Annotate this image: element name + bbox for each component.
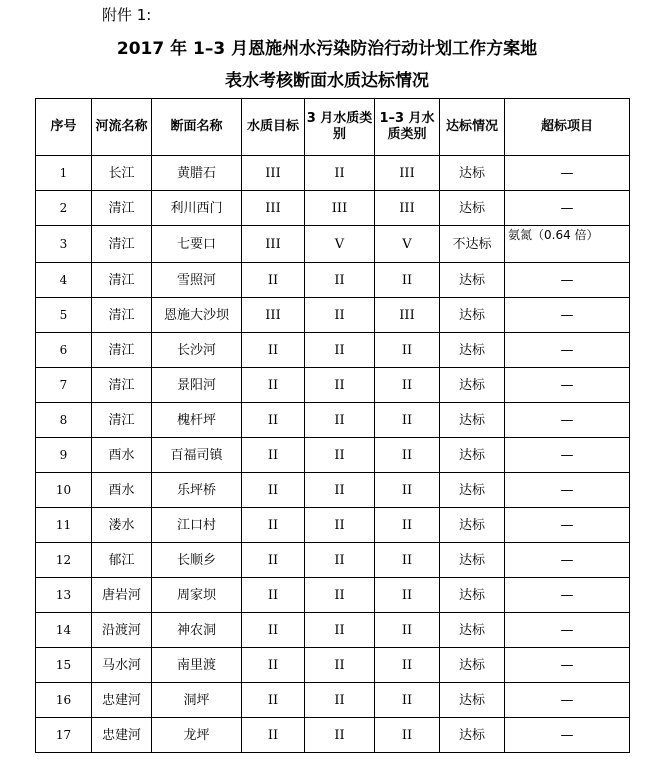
cell-march-class: V bbox=[305, 226, 375, 263]
cell-section: 长沙河 bbox=[152, 333, 242, 368]
cell-river: 郁江 bbox=[92, 543, 152, 578]
header-march-class: 3 月水质类别 bbox=[305, 99, 375, 156]
cell-march-class: II bbox=[305, 333, 375, 368]
cell-river: 唐岩河 bbox=[92, 578, 152, 613]
cell-march-class: II bbox=[305, 648, 375, 683]
cell-q1-class: II bbox=[375, 683, 440, 718]
table-row bbox=[36, 226, 630, 263]
table-row bbox=[36, 438, 630, 473]
cell-river: 清江 bbox=[92, 368, 152, 403]
cell-river: 沿渡河 bbox=[92, 613, 152, 648]
cell-river: 马水河 bbox=[92, 648, 152, 683]
table-row bbox=[36, 648, 630, 683]
cell-status: 达标 bbox=[440, 473, 505, 508]
table-row bbox=[36, 191, 630, 226]
cell-q1-class: II bbox=[375, 718, 440, 753]
table-row bbox=[36, 613, 630, 648]
water-quality-table bbox=[35, 98, 630, 753]
cell-exceed-items: — bbox=[505, 613, 630, 648]
cell-q1-class: II bbox=[375, 613, 440, 648]
cell-q1-class: III bbox=[375, 191, 440, 226]
cell-q1-class: II bbox=[375, 508, 440, 543]
cell-seq: 5 bbox=[36, 298, 92, 333]
cell-q1-class: II bbox=[375, 333, 440, 368]
cell-exceed-items: — bbox=[505, 333, 630, 368]
table-row bbox=[36, 578, 630, 613]
cell-section: 黄腊石 bbox=[152, 156, 242, 191]
cell-river: 酉水 bbox=[92, 473, 152, 508]
cell-section: 龙坪 bbox=[152, 718, 242, 753]
table-row bbox=[36, 263, 630, 298]
cell-seq: 13 bbox=[36, 578, 92, 613]
cell-status: 达标 bbox=[440, 578, 505, 613]
table-row bbox=[36, 543, 630, 578]
cell-river: 忠建河 bbox=[92, 683, 152, 718]
cell-status: 达标 bbox=[440, 683, 505, 718]
cell-status: 达标 bbox=[440, 156, 505, 191]
cell-seq: 8 bbox=[36, 403, 92, 438]
cell-seq: 9 bbox=[36, 438, 92, 473]
table-row bbox=[36, 508, 630, 543]
cell-seq: 12 bbox=[36, 543, 92, 578]
cell-exceed-items: — bbox=[505, 156, 630, 191]
cell-river: 清江 bbox=[92, 403, 152, 438]
cell-status: 达标 bbox=[440, 333, 505, 368]
cell-q1-class: III bbox=[375, 298, 440, 333]
cell-march-class: II bbox=[305, 473, 375, 508]
table-row bbox=[36, 473, 630, 508]
header-exceed-items: 超标项目 bbox=[505, 99, 630, 156]
cell-status: 达标 bbox=[440, 403, 505, 438]
cell-target: III bbox=[242, 156, 305, 191]
cell-target: II bbox=[242, 368, 305, 403]
cell-target: II bbox=[242, 333, 305, 368]
cell-exceed-items: — bbox=[505, 403, 630, 438]
cell-march-class: II bbox=[305, 578, 375, 613]
cell-exceed-items: — bbox=[505, 508, 630, 543]
cell-status: 达标 bbox=[440, 438, 505, 473]
cell-river: 长江 bbox=[92, 156, 152, 191]
cell-target: II bbox=[242, 578, 305, 613]
document-title-line2: 表水考核断面水质达标情况 bbox=[225, 71, 429, 91]
cell-target: II bbox=[242, 613, 305, 648]
cell-march-class: II bbox=[305, 438, 375, 473]
cell-exceed-items: — bbox=[505, 578, 630, 613]
cell-seq: 16 bbox=[36, 683, 92, 718]
cell-exceed-items: — bbox=[505, 473, 630, 508]
cell-section: 利川西门 bbox=[152, 191, 242, 226]
cell-section: 神农洞 bbox=[152, 613, 242, 648]
cell-march-class: II bbox=[305, 543, 375, 578]
cell-q1-class: II bbox=[375, 543, 440, 578]
cell-river: 忠建河 bbox=[92, 718, 152, 753]
cell-section: 江口村 bbox=[152, 508, 242, 543]
cell-section: 洞坪 bbox=[152, 683, 242, 718]
cell-section: 景阳河 bbox=[152, 368, 242, 403]
cell-status: 达标 bbox=[440, 543, 505, 578]
cell-exceed-items: — bbox=[505, 648, 630, 683]
cell-target: II bbox=[242, 403, 305, 438]
cell-exceed-items: — bbox=[505, 298, 630, 333]
cell-status: 达标 bbox=[440, 191, 505, 226]
cell-q1-class: II bbox=[375, 648, 440, 683]
cell-q1-class: II bbox=[375, 578, 440, 613]
cell-status: 达标 bbox=[440, 613, 505, 648]
cell-target: II bbox=[242, 718, 305, 753]
cell-section: 百福司镇 bbox=[152, 438, 242, 473]
cell-march-class: II bbox=[305, 683, 375, 718]
cell-march-class: II bbox=[305, 368, 375, 403]
cell-q1-class: II bbox=[375, 403, 440, 438]
cell-seq: 4 bbox=[36, 263, 92, 298]
attachment-label: 附件 1: bbox=[102, 6, 152, 24]
cell-q1-class: V bbox=[375, 226, 440, 263]
cell-river: 清江 bbox=[92, 226, 152, 263]
cell-target: II bbox=[242, 508, 305, 543]
cell-section: 长顺乡 bbox=[152, 543, 242, 578]
cell-target: II bbox=[242, 473, 305, 508]
cell-seq: 11 bbox=[36, 508, 92, 543]
cell-target: II bbox=[242, 438, 305, 473]
cell-target: III bbox=[242, 226, 305, 263]
cell-section: 雪照河 bbox=[152, 263, 242, 298]
cell-status: 达标 bbox=[440, 368, 505, 403]
cell-march-class: II bbox=[305, 508, 375, 543]
cell-exceed-items: — bbox=[505, 683, 630, 718]
cell-q1-class: II bbox=[375, 438, 440, 473]
cell-seq: 14 bbox=[36, 613, 92, 648]
cell-march-class: II bbox=[305, 298, 375, 333]
cell-exceed-items: — bbox=[505, 263, 630, 298]
cell-seq: 17 bbox=[36, 718, 92, 753]
cell-q1-class: II bbox=[375, 263, 440, 298]
cell-target: II bbox=[242, 648, 305, 683]
header-status: 达标情况 bbox=[440, 99, 505, 156]
cell-exceed-items: — bbox=[505, 543, 630, 578]
cell-status: 达标 bbox=[440, 263, 505, 298]
cell-exceed-items: — bbox=[505, 368, 630, 403]
cell-march-class: II bbox=[305, 403, 375, 438]
cell-exceed-items: — bbox=[505, 718, 630, 753]
table-row bbox=[36, 156, 630, 191]
cell-section: 南里渡 bbox=[152, 648, 242, 683]
table-row bbox=[36, 683, 630, 718]
cell-status: 不达标 bbox=[440, 226, 505, 263]
cell-q1-class: II bbox=[375, 368, 440, 403]
cell-section: 槐杆坪 bbox=[152, 403, 242, 438]
cell-target: III bbox=[242, 191, 305, 226]
header-q1-class: 1–3 月水质类别 bbox=[375, 99, 440, 156]
cell-river: 溇水 bbox=[92, 508, 152, 543]
cell-section: 七要口 bbox=[152, 226, 242, 263]
cell-seq: 15 bbox=[36, 648, 92, 683]
cell-status: 达标 bbox=[440, 648, 505, 683]
cell-target: II bbox=[242, 543, 305, 578]
cell-river: 清江 bbox=[92, 298, 152, 333]
cell-status: 达标 bbox=[440, 718, 505, 753]
table-row bbox=[36, 298, 630, 333]
cell-river: 清江 bbox=[92, 333, 152, 368]
cell-seq: 6 bbox=[36, 333, 92, 368]
header-river: 河流名称 bbox=[92, 99, 152, 156]
cell-march-class: II bbox=[305, 263, 375, 298]
cell-seq: 10 bbox=[36, 473, 92, 508]
cell-river: 酉水 bbox=[92, 438, 152, 473]
cell-section: 乐坪桥 bbox=[152, 473, 242, 508]
cell-q1-class: II bbox=[375, 473, 440, 508]
cell-march-class: II bbox=[305, 156, 375, 191]
cell-march-class: III bbox=[305, 191, 375, 226]
header-section: 断面名称 bbox=[152, 99, 242, 156]
cell-section: 恩施大沙坝 bbox=[152, 298, 242, 333]
cell-target: II bbox=[242, 683, 305, 718]
cell-river: 清江 bbox=[92, 191, 152, 226]
cell-river: 清江 bbox=[92, 263, 152, 298]
table-row bbox=[36, 333, 630, 368]
table-row bbox=[36, 368, 630, 403]
table-row bbox=[36, 403, 630, 438]
cell-seq: 2 bbox=[36, 191, 92, 226]
cell-section: 周家坝 bbox=[152, 578, 242, 613]
cell-status: 达标 bbox=[440, 298, 505, 333]
cell-march-class: II bbox=[305, 613, 375, 648]
cell-exceed-items: — bbox=[505, 191, 630, 226]
header-seq: 序号 bbox=[36, 99, 92, 156]
cell-q1-class: III bbox=[375, 156, 440, 191]
cell-exceed-items: 氨氮（0.64 倍） bbox=[505, 226, 630, 263]
cell-status: 达标 bbox=[440, 508, 505, 543]
table-row bbox=[36, 718, 630, 753]
document-title-line1: 2017 年 1–3 月恩施州水污染防治行动计划工作方案地 bbox=[116, 39, 538, 59]
header-target: 水质目标 bbox=[242, 99, 305, 156]
cell-seq: 3 bbox=[36, 226, 92, 263]
cell-march-class: II bbox=[305, 718, 375, 753]
cell-seq: 7 bbox=[36, 368, 92, 403]
cell-exceed-items: — bbox=[505, 438, 630, 473]
cell-target: II bbox=[242, 263, 305, 298]
cell-seq: 1 bbox=[36, 156, 92, 191]
table-header-row bbox=[36, 99, 630, 156]
cell-target: III bbox=[242, 298, 305, 333]
